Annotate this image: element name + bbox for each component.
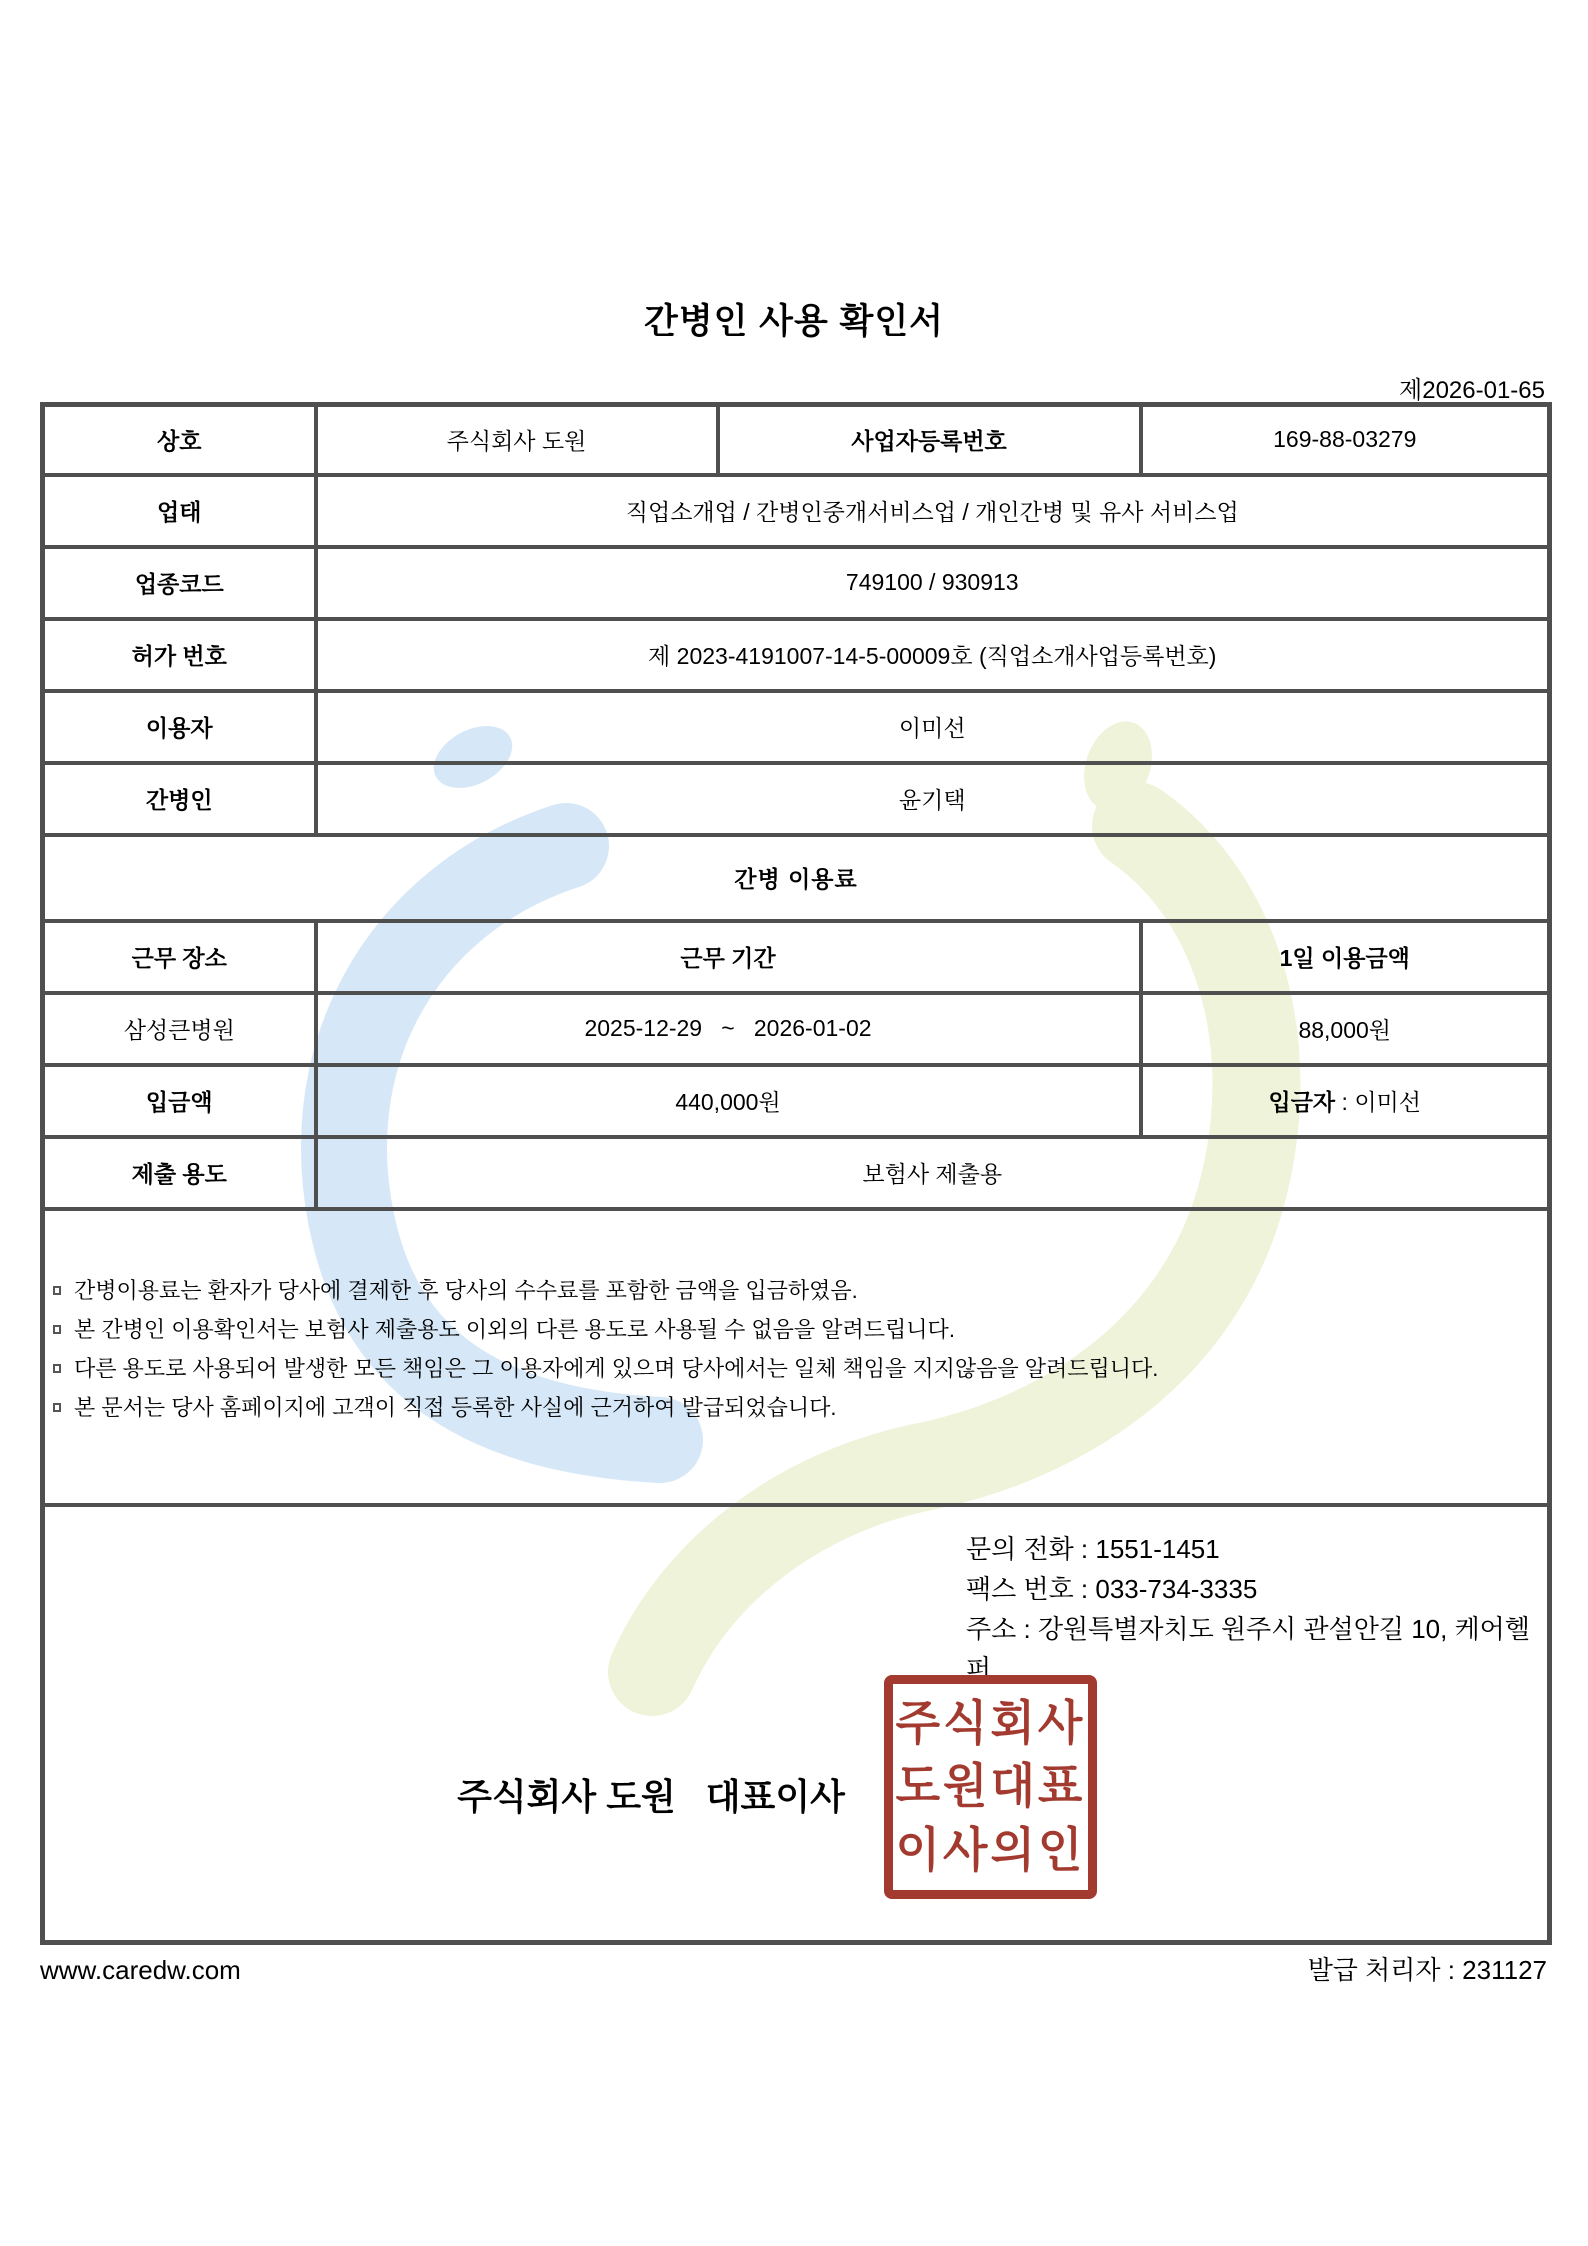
company-signature: 주식회사 도원 대표이사 bbox=[457, 1775, 845, 1817]
seal-text-line: 주식회사 bbox=[895, 1696, 1086, 1751]
seal-text-line: 도원대표 bbox=[895, 1759, 1086, 1814]
note-text: 다른 용도로 사용되어 발생한 모든 책임은 그 이용자에게 있으며 당사에서는 일체 책임을 지지않음을 알려드립니다. bbox=[74, 1355, 1159, 1381]
table-row bbox=[43, 405, 1550, 475]
issuer-id: 발급 처리자 : 231127 bbox=[1307, 1955, 1547, 1985]
table-row bbox=[43, 1209, 1550, 1505]
table-row bbox=[43, 1505, 1550, 1943]
square-bullet-icon bbox=[53, 1403, 61, 1412]
contact-address: 주소 : 강원특별자치도 원주시 관설안길 10, 케어헬퍼 bbox=[966, 1613, 1530, 1684]
business-type-value: 직업소개업 / 간병인중개서비스업 / 개인간병 및 유사 서비스업 bbox=[316, 475, 1550, 547]
work-period-value: 2025-12-29 ~ 2026-01-02 bbox=[316, 993, 1141, 1065]
square-bullet-icon bbox=[53, 1286, 61, 1295]
contact-phone: 문의 전화 : 1551-1451 bbox=[966, 1533, 1220, 1564]
table-row bbox=[43, 763, 1550, 835]
corporate-seal-stamp bbox=[884, 1675, 1097, 1899]
document-number: 제2026-01-65 bbox=[1399, 377, 1545, 404]
note-text: 간병이용료는 환자가 당사에 결제한 후 당사의 수수료를 포함한 금액을 입금하였음. bbox=[74, 1277, 858, 1303]
permit-number-value: 제 2023-4191007-14-5-00009호 (직업소개사업등록번호) bbox=[316, 619, 1550, 691]
notes-section bbox=[43, 1209, 1550, 1505]
website-url: www.caredw.com bbox=[40, 1955, 241, 1985]
submission-purpose-label: 제출 용도 bbox=[43, 1137, 316, 1209]
table-row bbox=[43, 1065, 1550, 1137]
confirmation-table bbox=[40, 402, 1552, 1945]
deposit-amount-label: 입금액 bbox=[43, 1065, 316, 1137]
page-footer bbox=[40, 1950, 1547, 1987]
signature-section bbox=[43, 1505, 1550, 1943]
permit-number-label: 허가 번호 bbox=[43, 619, 316, 691]
business-code-label: 업종코드 bbox=[43, 547, 316, 619]
depositor-value: : 이미선 bbox=[1335, 1089, 1421, 1115]
business-reg-number-label: 사업자등록번호 bbox=[718, 405, 1141, 475]
work-place-value: 삼성큰병원 bbox=[43, 993, 316, 1065]
square-bullet-icon bbox=[53, 1325, 61, 1334]
user-label: 이용자 bbox=[43, 691, 316, 763]
depositor-label: 입금자 bbox=[1268, 1089, 1336, 1115]
table-row bbox=[43, 547, 1550, 619]
deposit-amount-value: 440,000원 bbox=[316, 1065, 1141, 1137]
seal-text-line: 이사의인 bbox=[895, 1822, 1086, 1877]
table-row bbox=[43, 921, 1550, 993]
work-place-header: 근무 장소 bbox=[43, 921, 316, 993]
business-reg-number-value: 169-88-03279 bbox=[1141, 405, 1550, 475]
table-row bbox=[43, 691, 1550, 763]
contact-block bbox=[966, 1529, 1547, 1689]
note-line bbox=[51, 1357, 1541, 1380]
company-name-value: 주식회사 도원 bbox=[316, 405, 718, 475]
table-row bbox=[43, 475, 1550, 547]
business-type-label: 업태 bbox=[43, 475, 316, 547]
page-title: 간병인 사용 확인서 bbox=[644, 302, 944, 341]
business-code-value: 749100 / 930913 bbox=[316, 547, 1550, 619]
table-row bbox=[43, 1137, 1550, 1209]
caregiver-value: 윤기택 bbox=[316, 763, 1550, 835]
work-period-header: 근무 기간 bbox=[316, 921, 1141, 993]
company-name-label: 상호 bbox=[43, 405, 316, 475]
note-text: 본 간병인 이용확인서는 보험사 제출용도 이외의 다른 용도로 사용될 수 없음을 알려드립니다. bbox=[74, 1316, 955, 1342]
note-line bbox=[51, 1279, 1541, 1302]
user-value: 이미선 bbox=[316, 691, 1550, 763]
note-text: 본 문서는 당사 홈페이지에 고객이 직접 등록한 사실에 근거하여 발급되었습니다. bbox=[74, 1394, 837, 1420]
contact-fax: 팩스 번호 : 033-734-3335 bbox=[966, 1573, 1258, 1604]
caregiver-label: 간병인 bbox=[43, 763, 316, 835]
depositor-cell bbox=[1141, 1065, 1550, 1137]
table-row bbox=[43, 835, 1550, 921]
table-row bbox=[43, 619, 1550, 691]
daily-fee-header: 1일 이용금액 bbox=[1141, 921, 1550, 993]
fee-section-title: 간병 이용료 bbox=[43, 835, 1550, 921]
table-row bbox=[43, 993, 1550, 1065]
square-bullet-icon bbox=[53, 1364, 61, 1373]
note-line bbox=[51, 1318, 1541, 1341]
note-line bbox=[51, 1396, 1541, 1419]
daily-fee-value: 88,000원 bbox=[1141, 993, 1550, 1065]
submission-purpose-value: 보험사 제출용 bbox=[316, 1137, 1550, 1209]
